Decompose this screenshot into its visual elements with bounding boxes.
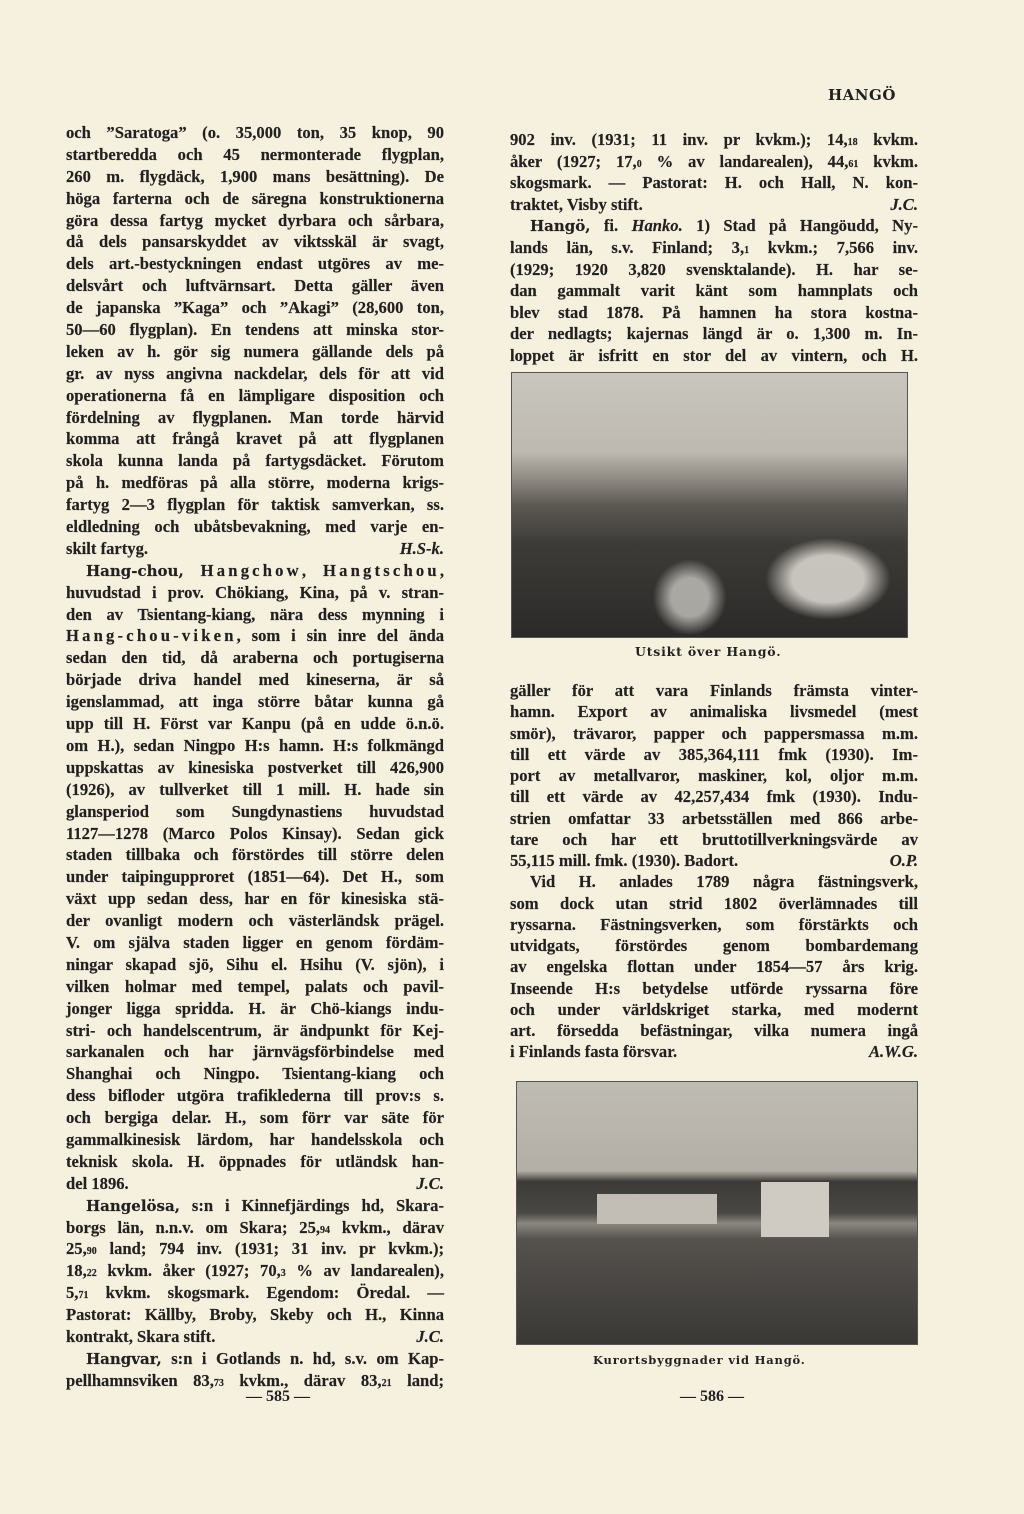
text-line bbox=[66, 428, 444, 450]
text-run: i Finlands fasta försvar. bbox=[510, 1042, 678, 1062]
text-run: Shanghai och Ningpo. Tsientang-kiang och bbox=[66, 1064, 444, 1084]
text-run: den av Tsientang-kiang, nära dess mynning i bbox=[66, 604, 444, 624]
text-run: land; bbox=[391, 1370, 444, 1390]
entry-headword: Hangvar, bbox=[86, 1349, 162, 1368]
author-signature: J.C. bbox=[416, 1326, 444, 1346]
text-line bbox=[66, 1282, 444, 1304]
text-run: skilt fartyg. bbox=[66, 538, 149, 558]
text-line bbox=[510, 765, 918, 786]
spaced-name: Hang-chou-viken bbox=[66, 626, 237, 646]
text-run: gammalkinesisk lärdom, har handelsskola och bbox=[66, 1129, 444, 1149]
decimal-fraction: 0 bbox=[636, 158, 642, 170]
text-line bbox=[510, 978, 918, 999]
left-column-text bbox=[66, 122, 444, 1392]
text-line bbox=[66, 560, 444, 582]
text-run: fartyg 2—3 flygplan för taktisk samverkan, ss. bbox=[66, 495, 444, 515]
text-line bbox=[66, 625, 444, 647]
text-run: pellhamnsviken 83, bbox=[66, 1370, 214, 1390]
text-run: % av landarealen), 44, bbox=[641, 151, 849, 171]
text-run: operationerna få en lämpligare disposition och bbox=[66, 385, 444, 405]
text-line bbox=[66, 976, 444, 998]
text-line bbox=[66, 494, 444, 516]
author-signature: J.C. bbox=[416, 1173, 444, 1193]
text-run: kvkm. åker (1927; 70, bbox=[96, 1261, 281, 1281]
decimal-fraction: 71 bbox=[78, 1290, 89, 1302]
text-line bbox=[66, 757, 444, 779]
text-line bbox=[510, 829, 918, 850]
text-run: smör), trävaror, papper och pappersmassa m.m. bbox=[510, 723, 918, 743]
text-line bbox=[66, 407, 444, 429]
line-text bbox=[510, 850, 738, 871]
text-line bbox=[66, 998, 444, 1020]
text-line bbox=[66, 779, 444, 801]
text-run: der nedlagts; kajernas längd är o. 1,300 m. In- bbox=[510, 324, 918, 344]
text-run: dels art.-bestyckningen endast utgöres av me- bbox=[66, 254, 444, 274]
text-line bbox=[66, 1151, 444, 1173]
decimal-fraction: 73 bbox=[213, 1377, 224, 1389]
text-line bbox=[510, 151, 918, 173]
text-run: 902 inv. (1931; 11 inv. pr kvkm.); 14, bbox=[510, 130, 848, 149]
text-run: 260 m. flygdäck, 1,900 mans besättning). De bbox=[66, 166, 444, 186]
text-run: delsvårt och luftvärnsart. Detta gäller även bbox=[66, 276, 444, 296]
text-line bbox=[66, 1063, 444, 1085]
text-line bbox=[66, 472, 444, 494]
decimal-fraction: 3 bbox=[280, 1268, 286, 1280]
text-run: då dels pansarskyddet av viktsskäl är svagt, bbox=[66, 232, 444, 252]
text-run: sarkanalen och har järnvägsförbindelse med bbox=[66, 1042, 444, 1062]
text-run: blev stad 1878. På hamnen ha stora kostna- bbox=[510, 302, 918, 322]
text-line bbox=[510, 259, 918, 281]
text-line bbox=[510, 215, 918, 237]
text-run: kvkm. skogsmark. Egendom: Öredal. — bbox=[88, 1283, 444, 1303]
text-line bbox=[510, 1020, 918, 1041]
text-run: göra dessa fartyg mycket dyrbara och sårbara, bbox=[66, 210, 444, 230]
text-line bbox=[66, 1020, 444, 1042]
text-line bbox=[510, 723, 918, 744]
text-run: kvkm., därav 83, bbox=[223, 1370, 382, 1390]
text-run: loppet är isfritt en stor del av vintern, och H. bbox=[510, 345, 918, 365]
line-text bbox=[510, 1041, 677, 1062]
text-run: leken av h. gör sig numera gällande dels på bbox=[66, 341, 444, 361]
text-run: om H.), sedan Ningpo H:s hamn. H:s folkmängd bbox=[66, 735, 444, 755]
text-line bbox=[66, 516, 444, 538]
text-line bbox=[66, 1238, 444, 1260]
decimal-fraction: 1 bbox=[744, 244, 750, 256]
text-line bbox=[66, 932, 444, 954]
text-run: Inseende H:s betydelse utförde ryssarna före bbox=[510, 978, 918, 998]
right-column-text-bottom bbox=[510, 680, 918, 1063]
text-line bbox=[66, 1173, 444, 1195]
text-run: 55,115 mill. fmk. (1930). Badort. bbox=[510, 851, 739, 870]
line-text bbox=[66, 538, 148, 560]
text-run bbox=[184, 561, 201, 580]
text-line bbox=[66, 866, 444, 888]
text-line bbox=[66, 188, 444, 210]
decimal-fraction: 21 bbox=[381, 1377, 392, 1389]
author-signature: A.W.G. bbox=[868, 1042, 918, 1062]
text-line bbox=[510, 871, 918, 892]
text-run: borgs län, n.n.v. om Skara; 25, bbox=[66, 1217, 321, 1237]
figure-caption: Utsikt över Hangö. bbox=[635, 644, 782, 659]
text-line bbox=[66, 954, 444, 976]
text-run: 25, bbox=[66, 1239, 87, 1259]
text-run: gäller för att vara Finlands främsta vinter- bbox=[510, 681, 918, 700]
text-run: ningar skapad sjö, Sihu el. Hsihu (V. sjön), i bbox=[66, 954, 444, 974]
text-run: och under världskriget starka, med modernt bbox=[510, 999, 918, 1019]
text-line bbox=[66, 231, 444, 253]
decimal-fraction: 22 bbox=[86, 1268, 97, 1280]
text-line bbox=[66, 691, 444, 713]
text-run: glansperiod som Sungdynastiens huvudstad bbox=[66, 801, 444, 821]
text-line bbox=[510, 237, 918, 259]
text-run: hamn. Export av animaliska livsmedel (mest bbox=[510, 702, 918, 722]
text-run: och bergiga delar. H., som förr var säte för bbox=[66, 1108, 444, 1128]
line-text bbox=[66, 1326, 215, 1348]
text-line bbox=[66, 713, 444, 735]
text-run: till ett värde av 385,364,111 fmk (1930). Im- bbox=[510, 744, 918, 764]
text-run: 50—60 flygplan). En tendens att minska stor- bbox=[66, 320, 444, 340]
text-run: kontrakt, Skara stift. bbox=[66, 1326, 216, 1346]
text-run: , bbox=[301, 560, 323, 580]
text-run: 5, bbox=[66, 1283, 79, 1303]
text-run: s:n i Gotlands n. hd, s.v. om Kap- bbox=[161, 1348, 444, 1368]
author-signature: H.S-k. bbox=[399, 538, 444, 558]
text-line bbox=[66, 1260, 444, 1282]
text-line bbox=[510, 808, 918, 829]
text-run: dan gammalt varit känt som hamnplats och bbox=[510, 281, 918, 301]
entry-headword: Hang-chou, bbox=[86, 561, 184, 580]
text-run: port av metallvaror, maskiner, kol, oljor m.m. bbox=[510, 766, 918, 785]
text-line bbox=[66, 1217, 444, 1239]
text-run: staden tillbaka och förstördes till större delen bbox=[66, 845, 444, 865]
text-run: de japanska ”Kaga” och ”Akagi” (28,600 ton, bbox=[66, 298, 444, 318]
text-line bbox=[510, 956, 918, 977]
text-run: startberedda och 45 nermonterade flygplan, bbox=[66, 144, 444, 164]
text-line bbox=[66, 275, 444, 297]
text-run: kvkm.; 7,566 inv. bbox=[749, 237, 918, 257]
text-run: land; 794 inv. (1931; 31 inv. pr kvkm.); bbox=[96, 1239, 444, 1259]
text-run: fördelning av flygplanen. Man torde härvid bbox=[66, 407, 444, 427]
text-line bbox=[510, 850, 918, 871]
text-run: som dock utan strid 1802 överlämnades till bbox=[510, 893, 918, 913]
text-run: 1127—1278 (Marco Polos Kinsay). Sedan gick bbox=[66, 823, 444, 843]
text-run: utvidgats, förstördes genom bombardemang bbox=[510, 936, 918, 955]
spaced-name: Hangtschou bbox=[323, 560, 440, 580]
text-line bbox=[66, 1107, 444, 1129]
text-run: huvudstad i prov. Chökiang, Kina, på v. stran- bbox=[66, 582, 444, 602]
entry-headword: Hangelösa, bbox=[86, 1196, 180, 1215]
line-text bbox=[510, 194, 643, 216]
text-line bbox=[66, 1304, 444, 1326]
text-run: lands län, s.v. Finland; 3, bbox=[510, 237, 745, 257]
text-run: höga farterna och de säregna konstruktionerna bbox=[66, 188, 444, 208]
right-column-text-top bbox=[510, 129, 918, 367]
text-run: Vid H. anlades 1789 några fästningsverk, bbox=[530, 872, 918, 892]
photo-view-of-hango bbox=[511, 372, 908, 638]
photo-spa-buildings bbox=[516, 1081, 918, 1345]
text-line bbox=[510, 935, 918, 956]
text-run: växt upp sedan dess, har en för kinesiska stä- bbox=[66, 889, 444, 909]
text-run: der ovanligt modern och västerländsk prägel. bbox=[66, 911, 444, 931]
text-line bbox=[66, 319, 444, 341]
text-line bbox=[66, 1129, 444, 1151]
text-run: komma att frångå kravet på att flygplanen bbox=[66, 429, 444, 449]
text-run: skola kunna landa på fartygsdäcket. Förutom bbox=[66, 451, 444, 471]
text-line bbox=[66, 888, 444, 910]
text-line bbox=[510, 345, 918, 367]
text-line bbox=[510, 323, 918, 345]
figure-caption: Kurortsbyggnader vid Hangö. bbox=[593, 1353, 806, 1367]
text-line bbox=[66, 538, 444, 560]
text-line bbox=[510, 302, 918, 324]
text-run: kvkm. bbox=[858, 151, 919, 171]
text-run: s:n i Kinnefjärdings hd, Skara- bbox=[179, 1195, 444, 1215]
text-run: kvkm., därav bbox=[330, 1217, 444, 1237]
text-line bbox=[66, 801, 444, 823]
decimal-fraction: 90 bbox=[86, 1246, 97, 1258]
text-line bbox=[66, 735, 444, 757]
text-line bbox=[66, 166, 444, 188]
text-line bbox=[66, 450, 444, 472]
page-number-left: — 585 — bbox=[246, 1388, 310, 1405]
text-run: under taipingupproret (1851—64). Det H., som bbox=[66, 867, 444, 887]
text-line bbox=[66, 823, 444, 845]
text-run: vilken holmar med tempel, palats och pavil- bbox=[66, 976, 444, 996]
text-line bbox=[66, 647, 444, 669]
text-run: gr. av nyss angivna nackdelar, dels för att vid bbox=[66, 363, 444, 383]
text-run: stri- och handelscentrum, är ändpunkt för Kej- bbox=[66, 1020, 444, 1040]
text-run: och ”Saratoga” (o. 35,000 ton, 35 knop, 90 bbox=[66, 123, 444, 142]
text-line bbox=[510, 680, 918, 701]
text-line bbox=[510, 999, 918, 1020]
text-line bbox=[66, 341, 444, 363]
text-line bbox=[510, 744, 918, 765]
text-run: upp till H. Först var Kanpu (på en udde ö.n.ö. bbox=[66, 714, 444, 734]
text-line bbox=[510, 786, 918, 807]
running-head: HANGÖ bbox=[828, 86, 896, 104]
text-run: ryssarna. Fästningsverken, som förstärkts och bbox=[510, 914, 918, 934]
text-line bbox=[66, 122, 444, 144]
author-signature: O.P. bbox=[889, 851, 918, 870]
text-run: uppskattas av kinesiska postverket till 426,900 bbox=[66, 757, 444, 777]
text-run: % av landarealen), bbox=[285, 1261, 444, 1281]
text-run: åker (1927; 17, bbox=[510, 151, 637, 171]
text-line bbox=[66, 1085, 444, 1107]
text-line bbox=[510, 280, 918, 302]
text-run: kvkm. bbox=[857, 130, 918, 149]
text-line bbox=[66, 297, 444, 319]
text-run: V. om själva staden ligger en genom fördäm- bbox=[66, 932, 444, 952]
text-line bbox=[66, 144, 444, 166]
text-line bbox=[510, 194, 918, 216]
text-line bbox=[66, 253, 444, 275]
text-run: 18, bbox=[66, 1261, 87, 1281]
text-line bbox=[510, 701, 918, 722]
text-run: fi. bbox=[590, 216, 632, 236]
text-line bbox=[510, 1041, 918, 1062]
text-line bbox=[66, 910, 444, 932]
text-line bbox=[66, 1041, 444, 1063]
text-line bbox=[510, 914, 918, 935]
text-run: på h. medföras på alla större, moderna krigs- bbox=[66, 473, 444, 493]
text-run: sedan den tid, då araberna och portugiserna bbox=[66, 648, 444, 668]
text-run: strien omfattar 33 arbetsställen med 866 arbe- bbox=[510, 808, 918, 828]
entry-headword: Hangö, bbox=[530, 217, 591, 236]
text-run: 1) Stad på Hangöudd, Ny- bbox=[682, 216, 918, 236]
text-run: (1926), av tullverket till 1 mill. H. hade sin bbox=[66, 779, 444, 799]
italic-text: Hanko. bbox=[631, 216, 683, 236]
spaced-name: Hangchow bbox=[200, 560, 302, 580]
author-signature: J.C. bbox=[890, 194, 918, 214]
text-run: tare och har ett bruttotillverkningsvärde av bbox=[510, 829, 918, 849]
text-run: del 1896. bbox=[66, 1173, 129, 1193]
decimal-fraction: 61 bbox=[848, 158, 859, 170]
decimal-fraction: 94 bbox=[320, 1224, 331, 1236]
text-line bbox=[66, 844, 444, 866]
text-run: av engelska flottan under 1854—57 års krig. bbox=[510, 957, 918, 977]
text-run: (1929; 1920 3,820 svensktalande). H. har se- bbox=[510, 259, 918, 279]
text-run: , som i sin inre del ända bbox=[236, 626, 444, 646]
text-line bbox=[510, 172, 918, 194]
text-run: eldledning och ubåtsbevakning, med varje en- bbox=[66, 517, 444, 537]
text-line bbox=[66, 363, 444, 385]
text-line bbox=[66, 604, 444, 626]
text-run: , bbox=[439, 560, 444, 580]
text-line bbox=[66, 582, 444, 604]
text-line bbox=[66, 1348, 444, 1370]
line-text bbox=[66, 1173, 129, 1195]
page-number-right: — 586 — bbox=[680, 1388, 744, 1405]
text-run: skogsmark. — Pastorat: H. och Hall, N. kon- bbox=[510, 173, 918, 193]
text-run: traktet, Visby stift. bbox=[510, 194, 643, 214]
text-line bbox=[66, 669, 444, 691]
text-run: Pastorat: Källby, Broby, Skeby och H., Kinna bbox=[66, 1305, 444, 1325]
text-run: dess bifloder utgöra trafiklederna till prov:s s. bbox=[66, 1086, 444, 1106]
text-run: teknisk skola. H. öppnades för utländsk han- bbox=[66, 1151, 444, 1171]
text-line bbox=[66, 1326, 444, 1348]
text-run: till ett värde av 42,257,434 fmk (1930). Indu- bbox=[510, 787, 918, 807]
text-line bbox=[510, 129, 918, 151]
text-run: igenslammad, att inga större båtar kunna gå bbox=[66, 692, 444, 712]
text-line bbox=[66, 210, 444, 232]
decimal-fraction: 18 bbox=[847, 137, 858, 148]
text-line bbox=[66, 385, 444, 407]
text-run: art. försedda befästningar, vilka numera ingå bbox=[510, 1021, 918, 1040]
text-run: började driva handel med kineserna, är så bbox=[66, 670, 444, 690]
text-line bbox=[66, 1195, 444, 1217]
text-line bbox=[510, 893, 918, 914]
text-run: jonger ligga spridda. H. är Chö-kiangs indu- bbox=[66, 998, 444, 1018]
